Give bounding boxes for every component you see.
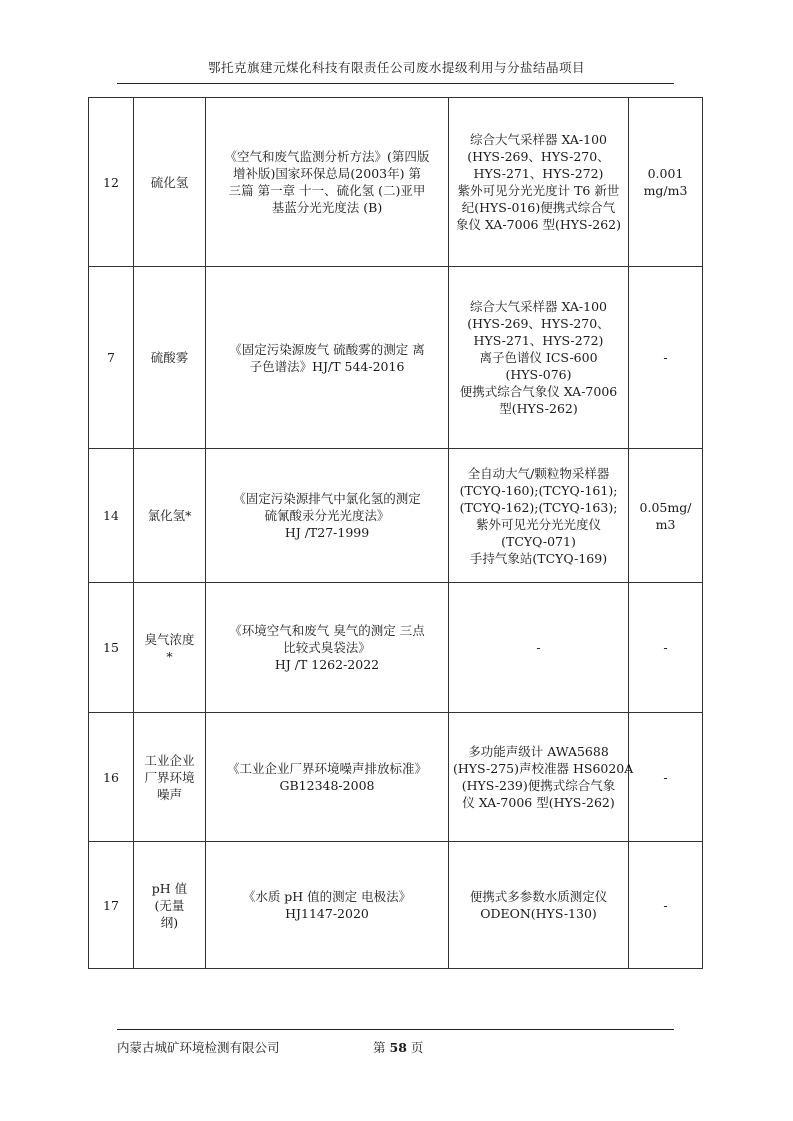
item-line: *	[166, 648, 173, 664]
instrument-info	[449, 713, 634, 842]
monitoring-methods-table	[88, 97, 703, 969]
instrument-line: (TCYQ-160);(TCYQ-161);	[459, 482, 618, 498]
page-number	[373, 1038, 423, 1056]
method-line: 硫氰酸汞分光光度法》	[264, 508, 390, 523]
item-line: 硫化氢	[150, 174, 189, 190]
limit-line: -	[663, 769, 668, 785]
instrument-line: (HYS-269、HYS-270、	[467, 149, 610, 164]
item-line: pH 值	[151, 880, 188, 896]
table-row	[89, 583, 703, 713]
item-name	[134, 98, 206, 267]
item-name	[134, 583, 206, 713]
item-line: 臭气浓度	[144, 631, 195, 647]
item-line: 噪声	[156, 786, 182, 802]
row-number: 7	[89, 267, 134, 449]
method-line: HJ /T 1262-2022	[274, 657, 380, 672]
instrument-line: 紫外可见分光光度计 T6 新世	[457, 183, 620, 198]
method-line: 比较式臭袋法》	[283, 640, 371, 655]
instrument-line: 全自动大气/颗粒物采样器	[467, 465, 610, 481]
instrument-line: -	[536, 640, 541, 655]
limit-line: 0.05mg/	[639, 499, 692, 515]
detection-limit	[629, 583, 703, 713]
instrument-line: HYS-271、HYS-272)	[473, 333, 604, 348]
row-number: 15	[89, 583, 134, 713]
row-number: 12	[89, 98, 134, 267]
detection-limit	[629, 449, 703, 583]
method-line: 《工业企业厂界环境噪声排放标准》	[226, 761, 427, 776]
instrument-line: (HYS-269、HYS-270、	[467, 316, 610, 331]
item-line: 氯化氢*	[147, 508, 192, 523]
instrument-info	[449, 583, 629, 713]
instrument-line: 象仪 XA-7006 型(HYS-262)	[456, 217, 621, 232]
method-line: 《空气和废气监测分析方法》(第四版	[224, 149, 430, 164]
detection-limit	[629, 267, 703, 449]
method-line: 《水质 pH 值的测定 电极法》	[242, 889, 412, 904]
footer-divider	[117, 1029, 674, 1030]
method-line: 《固定污染源废气 硫酸雾的测定 离	[229, 341, 425, 357]
limit-line: -	[663, 350, 668, 365]
row-number: 14	[89, 449, 134, 583]
table-row	[89, 267, 703, 449]
table-row	[89, 98, 703, 267]
item-line: (无量	[154, 897, 185, 913]
method-line: 基蓝分光光度法 (B)	[271, 200, 383, 215]
method-line: HJ /T27-1999	[284, 525, 370, 540]
instrument-info	[449, 842, 629, 969]
method-standard	[206, 98, 449, 267]
method-standard	[206, 583, 449, 713]
limit-line: -	[663, 897, 668, 913]
detection-limit	[629, 842, 703, 969]
item-name	[134, 267, 206, 449]
method-standard	[206, 842, 449, 969]
method-standard	[206, 267, 449, 449]
instrument-line: HYS-271、HYS-272)	[473, 166, 604, 181]
table-row	[89, 449, 703, 583]
instrument-line: 手持气象站(TCYQ-169)	[469, 550, 608, 566]
instrument-line: (HYS-239)便携式综合气象	[461, 778, 616, 793]
detection-limit	[629, 98, 703, 267]
instrument-line: 紫外可见光分光光度仪	[475, 516, 601, 532]
item-line: 硫酸雾	[150, 350, 189, 365]
item-line: 厂界环境	[144, 769, 195, 785]
limit-line: m3	[655, 516, 676, 532]
instrument-line: 纪(HYS-016)便携式综合气	[461, 200, 616, 215]
method-line: 《固定污染源排气中氯化氢的测定	[233, 491, 421, 506]
instrument-line: ODEON(HYS-130)	[480, 906, 597, 921]
item-name	[134, 449, 206, 583]
method-line: 三篇 第一章 十一、硫化氢 (二)亚甲	[228, 183, 426, 198]
item-name	[134, 842, 206, 969]
instrument-info	[449, 98, 629, 267]
instrument-line: 型(HYS-262)	[499, 401, 578, 416]
item-line: 工业企业	[144, 752, 195, 768]
method-standard	[206, 713, 449, 842]
method-line: 增补版)国家环保总局(2003年) 第	[233, 166, 421, 181]
instrument-line: (TCYQ-071)	[501, 533, 576, 549]
page-number-value: 58	[389, 1040, 407, 1055]
instrument-line: 仪 XA-7006 型(HYS-262)	[462, 795, 615, 810]
instrument-line: (TCYQ-162);(TCYQ-163);	[459, 499, 618, 515]
method-line: 子色谱法》HJ/T 544-2016	[249, 358, 405, 374]
instrument-line: 便携式综合气象仪 XA-7006	[459, 384, 618, 399]
row-number: 17	[89, 842, 134, 969]
method-standard	[206, 449, 449, 583]
instrument-line: 综合大气采样器 XA-100	[469, 299, 608, 314]
instrument-info	[449, 449, 629, 583]
limit-line: 0.001	[647, 166, 684, 181]
item-line: 纲)	[160, 914, 179, 930]
page-prefix: 第	[373, 1040, 386, 1055]
instrument-line: 多功能声级计 AWA5688	[468, 744, 609, 759]
method-line: HJ1147-2020	[285, 906, 369, 921]
limit-line: mg/m3	[643, 183, 688, 198]
page-suffix: 页	[410, 1040, 424, 1055]
table-row	[89, 713, 703, 842]
instrument-line: (HYS-275)声校准器 HS6020A	[453, 761, 634, 776]
method-line: 《环境空气和废气 臭气的测定 三点	[229, 623, 425, 638]
page-header-title: 鄂托克旗建元煤化科技有限责任公司废水提级利用与分盐结晶项目	[207, 60, 585, 75]
table-body	[89, 98, 703, 969]
table-row	[89, 842, 703, 969]
instrument-info	[449, 267, 629, 449]
instrument-line: 离子色谱仪 ICS-600	[479, 350, 598, 365]
header-divider	[117, 83, 674, 84]
method-line: GB12348-2008	[279, 778, 375, 793]
detection-limit	[629, 713, 703, 842]
instrument-line: (HYS-076)	[505, 367, 572, 382]
instrument-line: 综合大气采样器 XA-100	[469, 132, 608, 147]
instrument-line: 便携式多参数水质测定仪	[469, 889, 608, 904]
footer-company: 内蒙古城矿环境检测有限公司	[117, 1040, 280, 1055]
item-name	[134, 713, 206, 842]
row-number: 16	[89, 713, 134, 842]
limit-line: -	[663, 640, 668, 655]
